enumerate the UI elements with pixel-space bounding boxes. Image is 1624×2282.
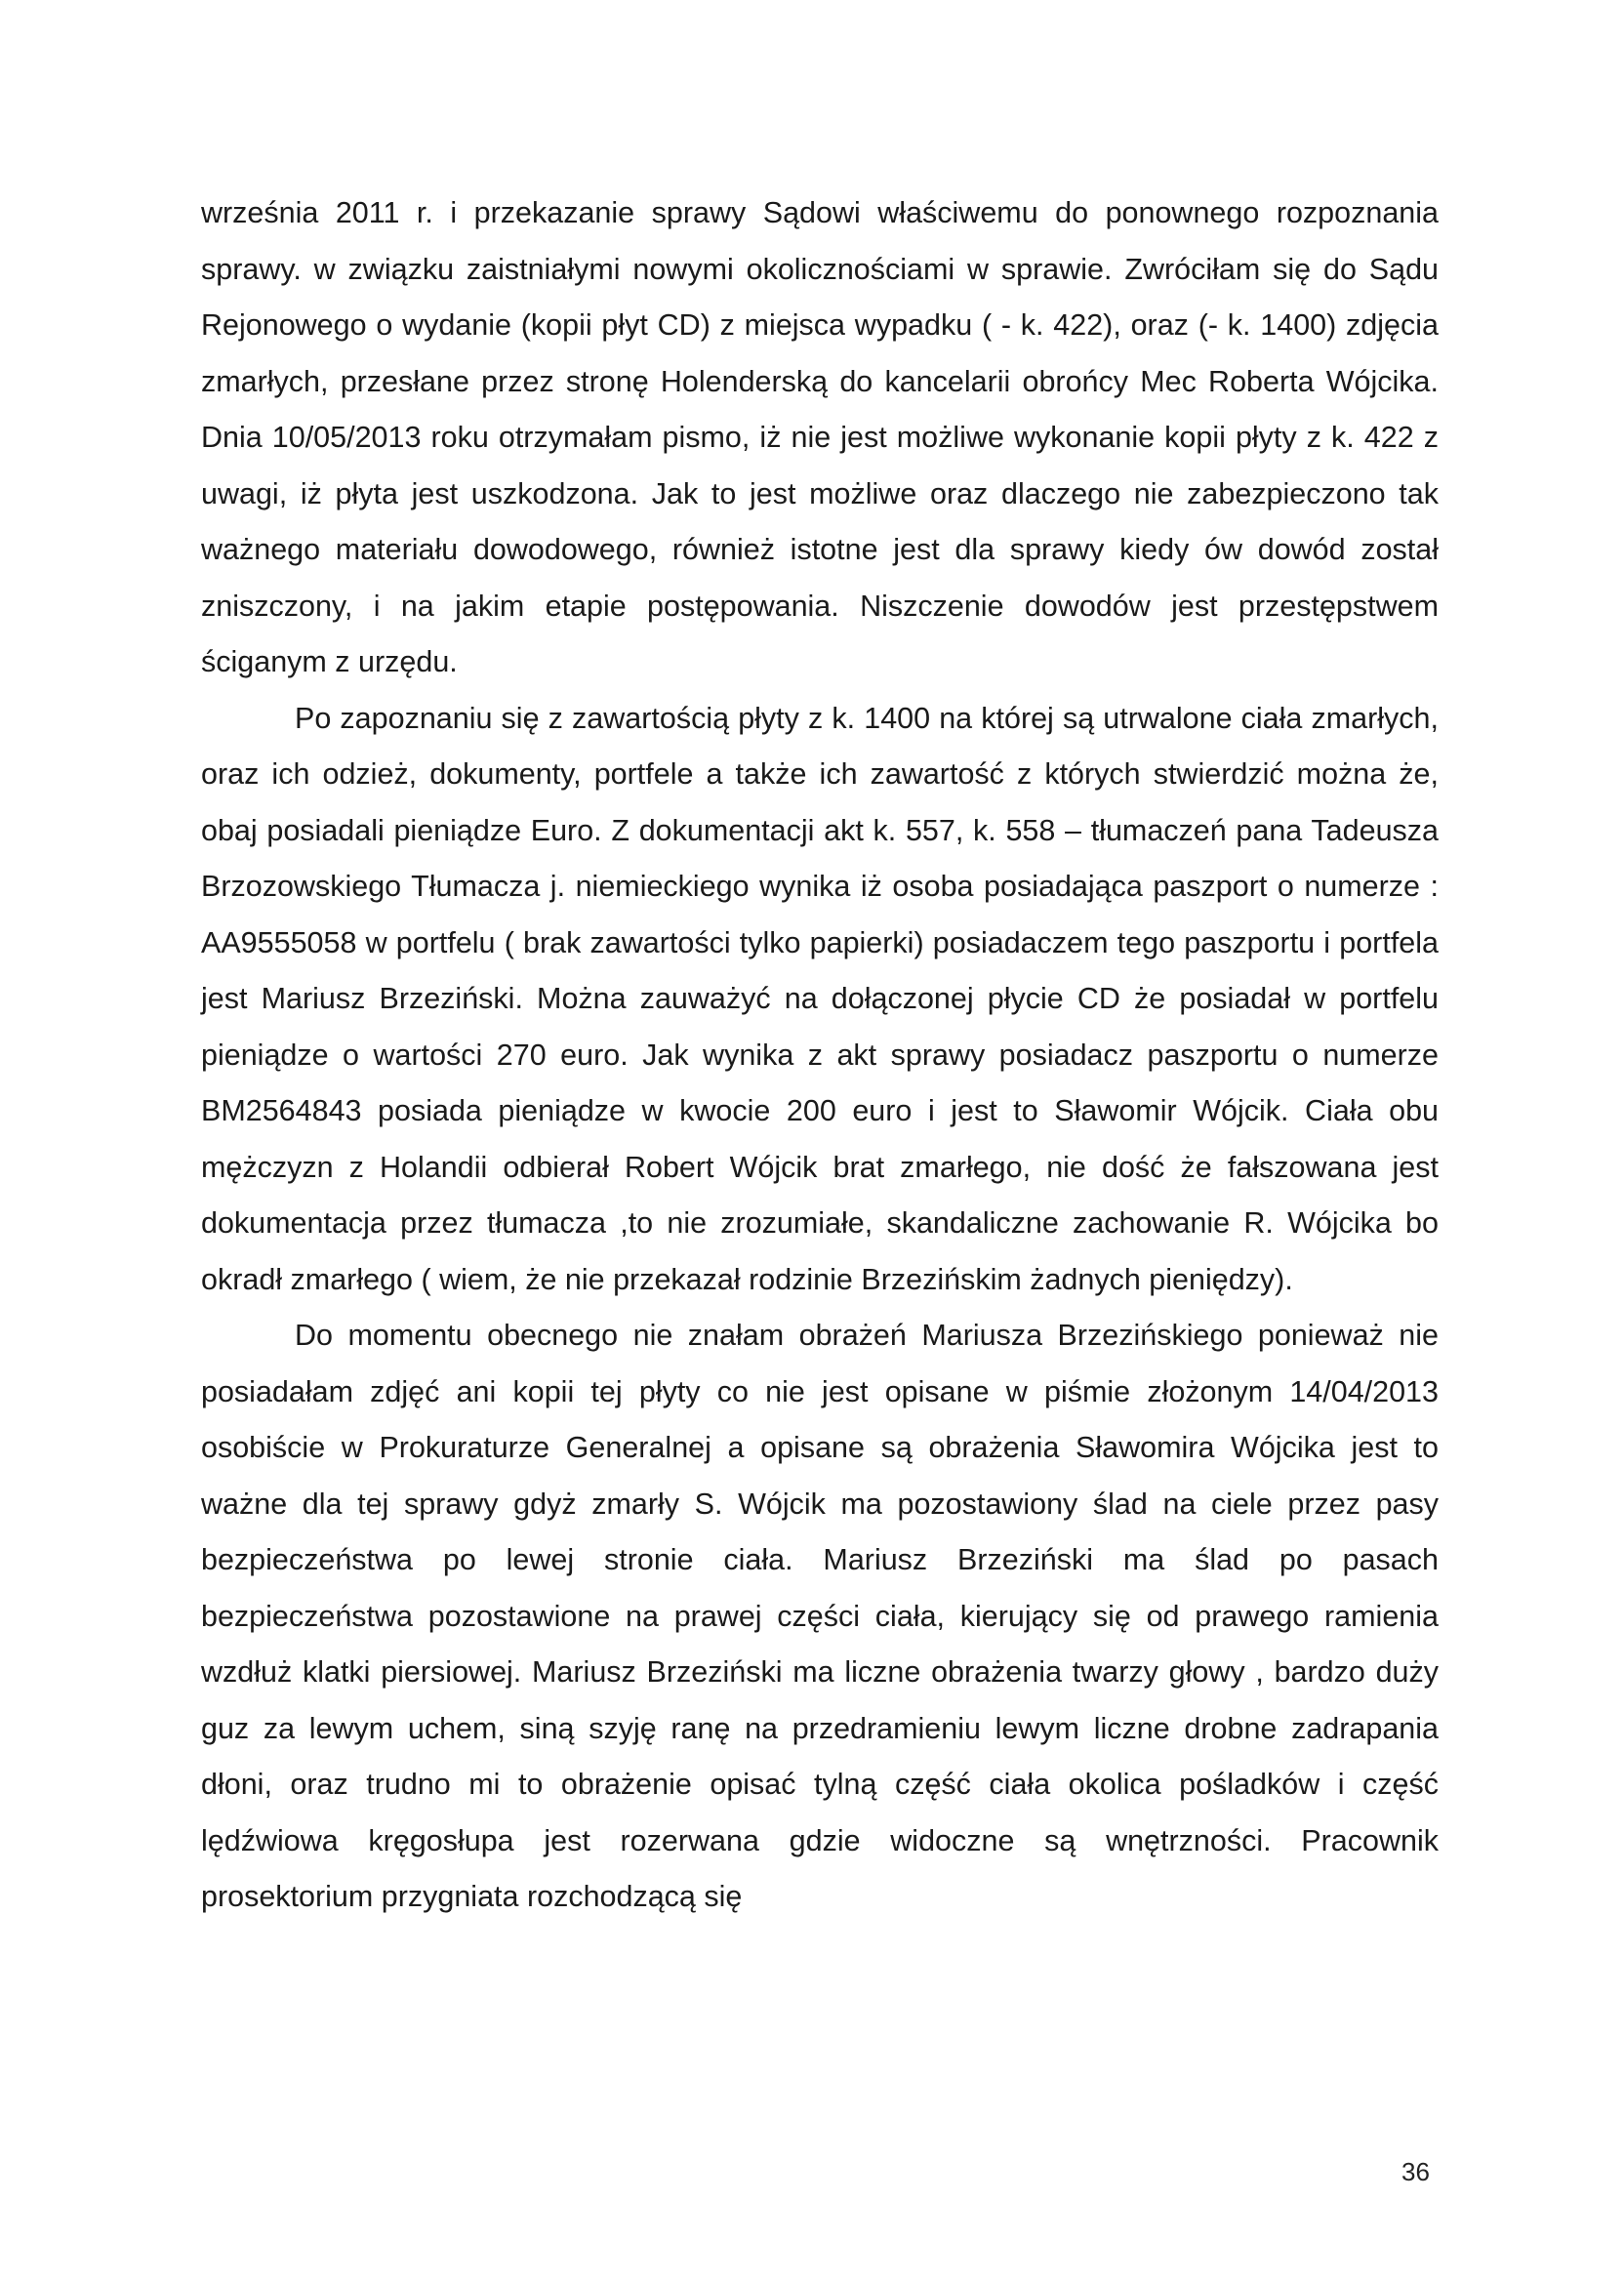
- paragraph-1: września 2011 r. i przekazanie sprawy Sądowi właściwemu do ponownego rozpoznania sprawy. w związku zaistniałymi nowymi okolicznościami w sprawie. Zwróciłam się do Sądu Rejonowego o wydanie (kopii płyt CD) z miejsca wypadku ( - k. 422), oraz (- k. 1400) zdjęcia zmarłych, przesłane przez stronę Holenderską do kancelarii obrońcy Mec Roberta Wójcika. Dnia 10/05/2013 roku otrzymałam pismo, iż nie jest możliwe wykonanie kopii płyty z k. 422 z uwagi, iż płyta jest uszkodzona. Jak to jest możliwe oraz dlaczego nie zabezpieczono tak ważnego materiału dowodowego, również istotne jest dla sprawy kiedy ów dowód został zniszczony, i na jakim etapie postępowania. Niszczenie dowodów jest przestępstwem ściganym z urzędu.: [201, 196, 1439, 678]
- page-number: 36: [1401, 2157, 1430, 2186]
- paragraph-2: Po zapoznaniu się z zawartością płyty z k. 1400 na której są utrwalone ciała zmarłych, oraz ich odzież, dokumenty, portfele a także ich zawartość z których stwierdzić można że, obaj posiadali pieniądze Euro. Z dokumentacji akt k. 557, k. 558 – tłumaczeń pana Tadeusza Brzozowskiego Tłumacza j. niemieckiego wynika iż osoba posiadająca paszport o numerze : AA9555058 w portfelu ( brak zawartości tylko papierki) posiadaczem tego paszportu i portfela jest Mariusz Brzeziński. Można zauważyć na dołączonej płycie CD że posiadał w portfelu pieniądze o wartości 270 euro. Jak wynika z akt sprawy posiadacz paszportu o numerze BM2564843 posiada pieniądze w kwocie 200 euro i jest to Sławomir Wójcik. Ciała obu mężczyzn z Holandii odbierał Robert Wójcik brat zmarłego, nie dość że fałszowana jest dokumentacja przez tłumacza ,to nie zrozumiałe, skandaliczne zachowanie R. Wójcika bo okradł zmarłego ( wiem, że nie przekazał rodzinie Brzezińskim żadnych pieniędzy).: [201, 701, 1439, 1296]
- body-text: [201, 185, 1439, 1926]
- paragraph-3: Do momentu obecnego nie znałam obrażeń Mariusza Brzezińskiego ponieważ nie posiadałam zdjęć ani kopii tej płyty co nie jest opisane w piśmie złożonym 14/04/2013 osobiście w Prokuraturze Generalnej a opisane są obrażenia Sławomira Wójcika jest to ważne dla tej sprawy gdyż zmarły S. Wójcik ma pozostawiony ślad na ciele przez pasy bezpieczeństwa po lewej stronie ciała. Mariusz Brzeziński ma ślad po pasach bezpieczeństwa pozostawione na prawej części ciała, kierujący się od prawego ramienia wzdłuż klatki piersiowej. Mariusz Brzeziński ma liczne obrażenia twarzy głowy , bardzo duży guz za lewym uchem, siną szyję ranę na przedramieniu lewym liczne drobne zadrapania dłoni, oraz trudno mi to obrażenie opisać tylną część ciała okolica pośladków i część lędźwiowa kręgosłupa jest rozerwana gdzie widoczne są wnętrzności. Pracownik prosektorium przygniata rozchodzącą się: [201, 1319, 1439, 1913]
